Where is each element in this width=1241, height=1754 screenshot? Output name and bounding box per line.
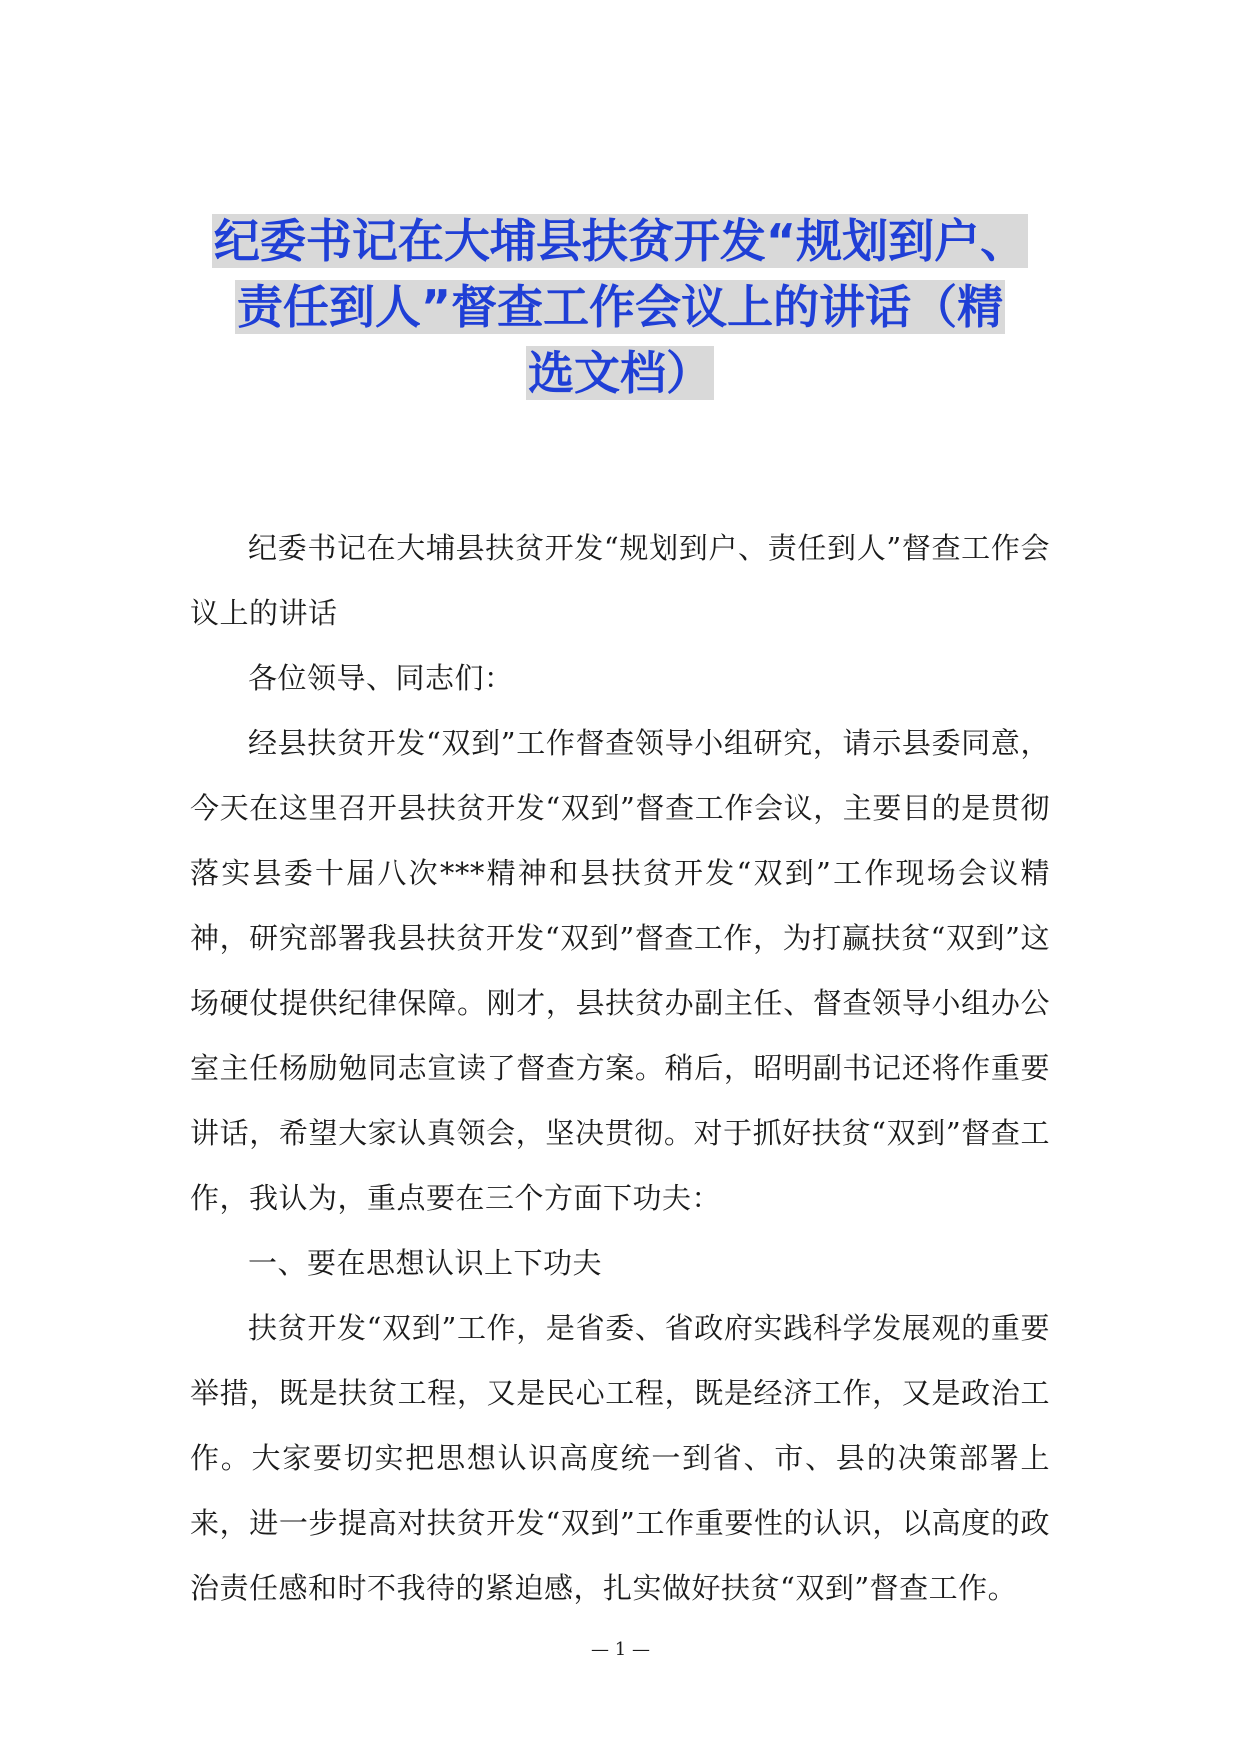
paragraph-section-1: 扶贫开发“双到”工作，是省委、省政府实践科学发展观的重要举措，既是扶贫工程，又是民心工程，既是经济工作，又是政治工作。大家要切实把思想认识高度统一到省、市、县的决策部署上来，进一步提高对扶贫开发“双到”工作重要性的认识，以高度的政治责任感和时不我待的紧迫感，扎实做好扶贫“双到”督查工作。 [190, 1311, 1050, 1605]
paragraph-intro: 经县扶贫开发“双到”工作督查领导小组研究，请示县委同意，今天在这里召开县扶贫开发“双到”督查工作会议，主要目的是贯彻落实县委十届八次***精神和县扶贫开发“双到”工作现场会议精神，研究部署我县扶贫开发“双到”督查工作，为打赢扶贫“双到”这场硬仗提供纪律保障。刚才，县扶贫办副主任、督查领导小组办公室主任杨励勉同志宣读了督查方案。稍后，昭明副书记还将作重要讲话，希望大家认真领会，坚决贯彻。对于抓好扶贫“双到”督查工作，我认为，重点要在三个方面下功夫： [190, 726, 1050, 1215]
paragraph-salutation: 各位领导、同志们： [248, 661, 514, 695]
document-title [190, 208, 1050, 406]
section-heading-1: 一、要在思想认识上下功夫 [248, 1246, 603, 1280]
paragraph-heading: 纪委书记在大埔县扶贫开发“规划到户、责任到人”督查工作会议上的讲话 [190, 531, 1050, 630]
title-line-1: 纪委书记在大埔县扶贫开发“规划到户、 [213, 214, 1027, 268]
title-line-2: 责任到人”督查工作会议上的讲话（精 [236, 280, 1004, 334]
document-body [190, 516, 1050, 1621]
page-number: — 1 — [591, 1639, 650, 1660]
title-line-3: 选文档） [528, 346, 712, 400]
